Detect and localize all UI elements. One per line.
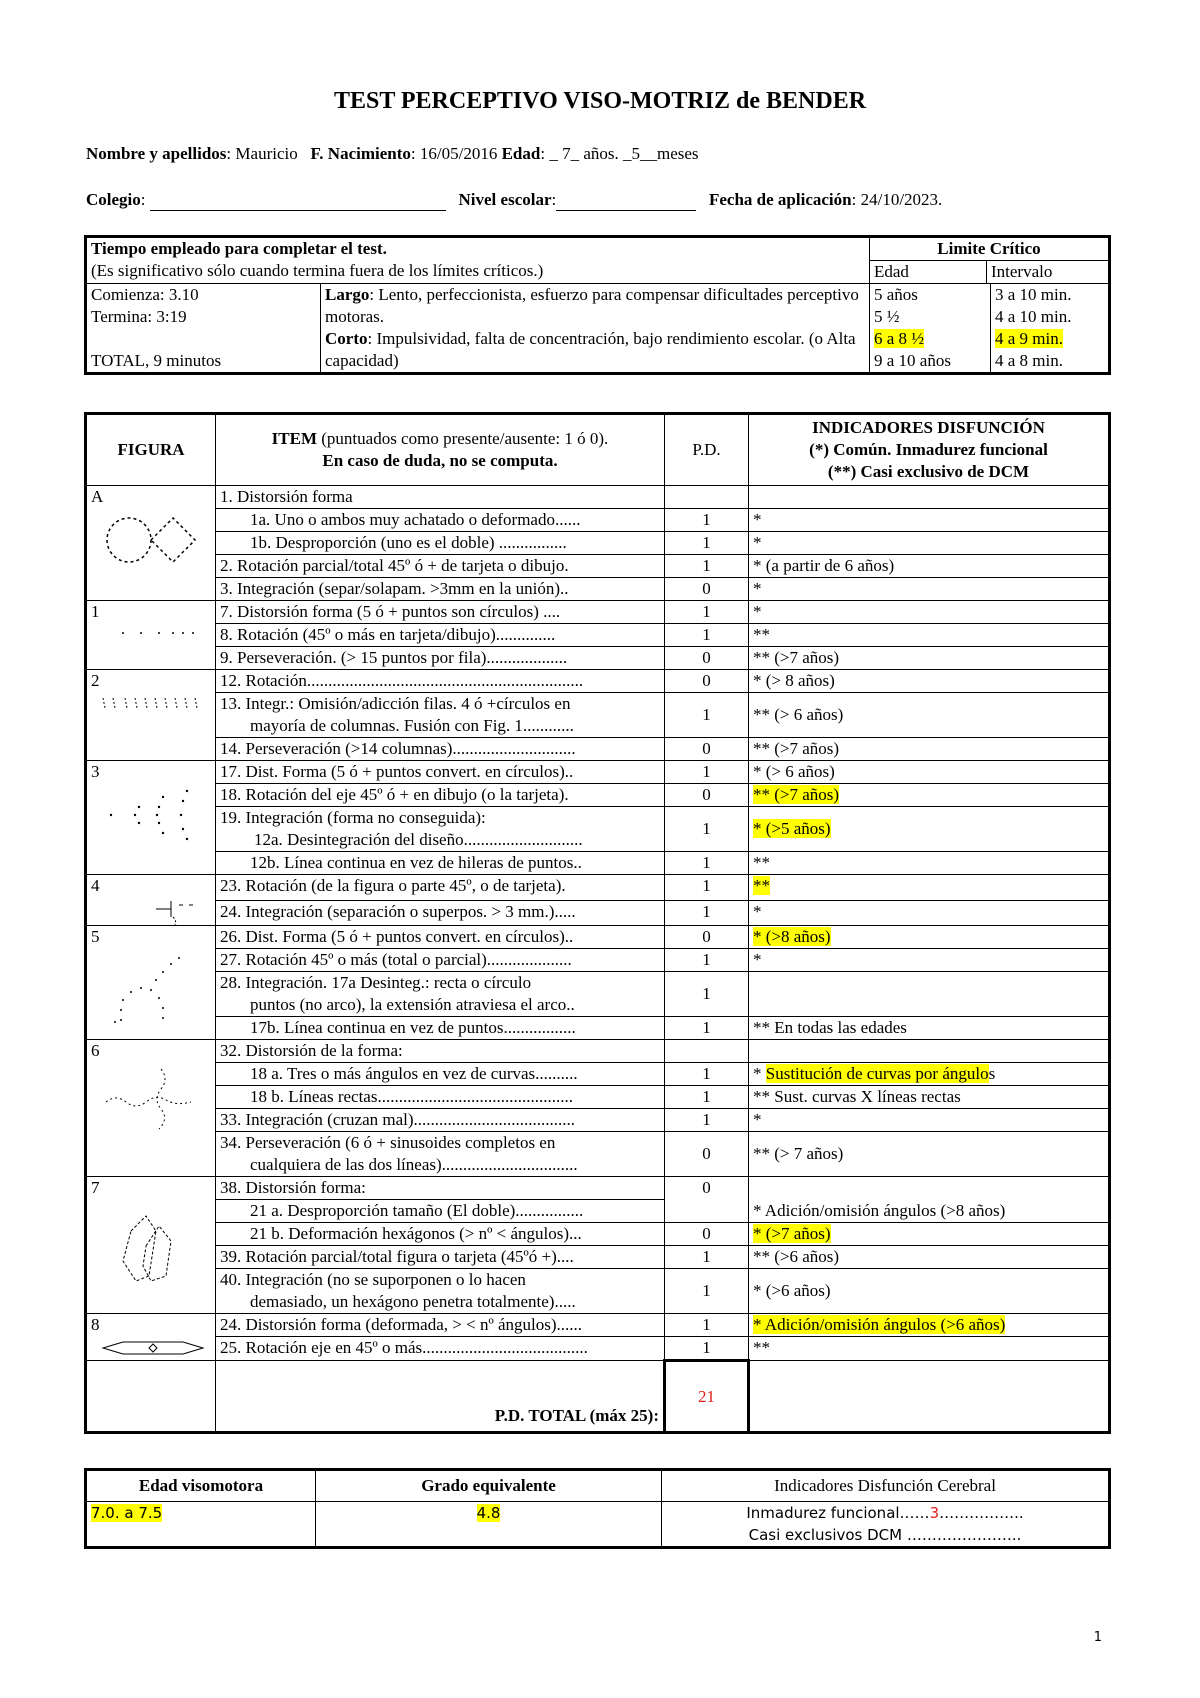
item-row: 24. Integración (separación o superpos. > 3 mm.)..... bbox=[216, 900, 665, 926]
figure-4-cell bbox=[86, 875, 216, 926]
item-row: 21 a. Desproporción tamaño (El doble)................ bbox=[216, 1200, 665, 1223]
col-indicators-header bbox=[749, 414, 1110, 486]
indicator-cell: ** bbox=[749, 852, 1110, 875]
item-row bbox=[216, 693, 665, 738]
item-row: 18. Rotación del eje 45º ó + en dibujo (o la tarjeta). bbox=[216, 784, 665, 807]
indicator-cell bbox=[749, 1063, 1110, 1086]
indicator-cell bbox=[749, 1040, 1110, 1063]
dcm-line: Casi exclusivos DCM ………………….. bbox=[748, 1526, 1022, 1544]
item-line: 34. Perseveración (6 ó + sinusoides completos en bbox=[220, 1133, 556, 1152]
pd-cell: 1 bbox=[665, 1109, 749, 1132]
indicator-highlight: * (>7 años) bbox=[753, 1224, 831, 1243]
pd-cell bbox=[665, 1040, 749, 1063]
indicator-highlight: * Adición/omisión ángulos (>6 años) bbox=[753, 1315, 1006, 1334]
pd-cell: 0 bbox=[665, 670, 749, 693]
pd-cell: 1 bbox=[665, 624, 749, 647]
figure-label: 5 bbox=[91, 927, 100, 946]
pd-cell: 1 bbox=[665, 875, 749, 901]
figure-4-drawing bbox=[101, 899, 201, 925]
indicator-cell: ** (> 7 años) bbox=[749, 1132, 1110, 1177]
indicator-highlight: * (>8 años) bbox=[753, 927, 831, 946]
figure-6-cell bbox=[86, 1040, 216, 1177]
figure-6-drawing bbox=[101, 1064, 201, 1134]
figure-2-drawing bbox=[101, 694, 206, 712]
age-label: Edad bbox=[501, 144, 541, 163]
birth-value: 16/05/2016 bbox=[419, 144, 498, 163]
total-label: P.D. TOTAL (máx 25) bbox=[494, 1406, 654, 1425]
limit-col-interval: Intervalo bbox=[991, 262, 1053, 281]
item-line: mayoría de columnas. Fusión con Fig. 1............ bbox=[250, 716, 574, 735]
indicator-cell bbox=[749, 1223, 1110, 1246]
name-value: Mauricio bbox=[235, 144, 298, 163]
item-row: 33. Integración (cruzan mal)...................................... bbox=[216, 1109, 665, 1132]
indicator-cell: ** (>7 años) bbox=[749, 647, 1110, 670]
indicator-cell bbox=[749, 784, 1110, 807]
immaturity-line bbox=[666, 1502, 1104, 1524]
figure-label: A bbox=[91, 487, 104, 506]
long-text: : Lento, perfeccionista, esfuerzo para compensar dificultades perceptivo motoras. bbox=[325, 285, 859, 326]
item-row: 23. Rotación (de la figura o parte 45º, o de tarjeta). bbox=[216, 875, 665, 901]
col-ind-title: INDICADORES DISFUNCIÓN bbox=[812, 418, 1045, 437]
indicator-cell: * bbox=[749, 949, 1110, 972]
pd-cell: 1 bbox=[665, 1337, 749, 1361]
pd-cell: 1 bbox=[665, 852, 749, 875]
pd-cell: 0 bbox=[665, 784, 749, 807]
pd-cell: 1 bbox=[665, 1314, 749, 1337]
cerebral-indicators-cell bbox=[662, 1502, 1110, 1548]
figure-2-cell bbox=[86, 670, 216, 761]
figure-label: 8 bbox=[91, 1315, 100, 1334]
figure-label: 1 bbox=[91, 602, 100, 621]
level-label: Nivel escolar bbox=[458, 190, 552, 209]
pd-cell: 1 bbox=[665, 761, 749, 784]
item-row: 18 a. Tres o más ángulos en vez de curvas.......... bbox=[216, 1063, 665, 1086]
equivalent-grade-cell bbox=[316, 1502, 662, 1548]
figure-label: 3 bbox=[91, 762, 100, 781]
item-row bbox=[216, 1269, 665, 1314]
pd-cell: 1 bbox=[665, 509, 749, 532]
date-value: 24/10/2023. bbox=[860, 190, 943, 209]
item-row: 38. Distorsión forma: bbox=[216, 1177, 665, 1200]
figure-1-cell bbox=[86, 601, 216, 670]
pd-cell: 1 bbox=[665, 1246, 749, 1269]
student-info-line: Nombre y apellidos: Mauricio F. Nacimiento: 16/05/2016 Edad: _ 7_ años. _5__meses bbox=[86, 144, 699, 163]
summary-table bbox=[84, 1468, 1111, 1549]
indicator-cell: ** En todas las edades bbox=[749, 1017, 1110, 1040]
figure-7-drawing bbox=[101, 1201, 201, 1291]
indicator-prefix: * bbox=[753, 1064, 766, 1083]
indicator-cell: ** (>6 años) bbox=[749, 1246, 1110, 1269]
figure-1-drawing bbox=[101, 625, 201, 641]
item-row: 9. Perseveración. (> 15 puntos por fila)................... bbox=[216, 647, 665, 670]
pd-cell: 1 bbox=[665, 601, 749, 624]
figure-label: 4 bbox=[91, 876, 100, 895]
indicator-cell: * bbox=[749, 532, 1110, 555]
item-line: 19. Integración (forma no conseguida): bbox=[220, 808, 486, 827]
item-line: demasiado, un hexágono penetra totalmente)..... bbox=[250, 1292, 576, 1311]
item-row: 21 b. Deformación hexágonos (> nº < ángulos)... bbox=[216, 1223, 665, 1246]
figure-7-cell bbox=[86, 1177, 216, 1314]
time-table bbox=[84, 235, 1111, 375]
pd-cell: 0 bbox=[665, 1132, 749, 1177]
item-row bbox=[216, 807, 665, 852]
item-row: 12b. Línea continua en vez de hileras de puntos.. bbox=[216, 852, 665, 875]
pd-cell: 1 bbox=[665, 1063, 749, 1086]
col-visomotor-age: Edad visomotora bbox=[86, 1470, 316, 1502]
pd-cell: 1 bbox=[665, 532, 749, 555]
time-description-cell bbox=[321, 284, 870, 374]
indicator-cell bbox=[749, 875, 1110, 901]
col-ind-dcm: (**) Casi exclusivo de DCM bbox=[827, 462, 1030, 481]
indicator-highlight: * (>5 años) bbox=[753, 819, 831, 838]
indicator-cell: * bbox=[749, 509, 1110, 532]
time-title-cell bbox=[86, 237, 870, 284]
col-pd-header: P.D. bbox=[665, 414, 749, 486]
indicator-highlight: ** (>7 años) bbox=[753, 785, 840, 804]
item-line: 13. Integr.: Omisión/adicción filas. 4 ó +círculos en bbox=[220, 694, 571, 713]
immaturity-label: Inmadurez funcional…… bbox=[746, 1504, 930, 1522]
indicator-cell bbox=[749, 1177, 1110, 1200]
indicator-cell: * bbox=[749, 900, 1110, 926]
pd-cell: 1 bbox=[665, 555, 749, 578]
short-description bbox=[325, 328, 865, 372]
item-row: 1a. Uno o ambos muy achatado o deformado...... bbox=[216, 509, 665, 532]
col-item-note: (puntuados como presente/ausente: 1 ó 0). bbox=[317, 429, 609, 448]
pd-cell: 1 bbox=[665, 900, 749, 926]
item-line: cualquiera de las dos líneas)................................ bbox=[250, 1155, 578, 1174]
item-line: 40. Integración (no se suporponen o lo hacen bbox=[220, 1270, 526, 1289]
pd-cell bbox=[665, 486, 749, 509]
limit-ages-cell bbox=[870, 284, 991, 374]
total-label-cell: P.D. TOTAL (máx 25): bbox=[216, 1361, 665, 1433]
pd-cell: 0 bbox=[665, 578, 749, 601]
col-figure-header: FIGURA bbox=[86, 414, 216, 486]
limit-header-cell bbox=[870, 237, 1110, 284]
immaturity-count: 3 bbox=[929, 1504, 940, 1522]
indicator-cell bbox=[749, 486, 1110, 509]
figure-3-drawing bbox=[101, 785, 201, 845]
limit-col-age: Edad bbox=[870, 261, 987, 283]
figure-label: 6 bbox=[91, 1041, 100, 1060]
figure-8-cell bbox=[86, 1314, 216, 1361]
figure-3-cell bbox=[86, 761, 216, 875]
birth-label: F. Nacimiento bbox=[310, 144, 411, 163]
pd-cell: 1 bbox=[665, 1269, 749, 1314]
main-scoring-table bbox=[84, 412, 1111, 1434]
indicator-cell: * Adición/omisión ángulos (>8 años) bbox=[749, 1200, 1110, 1223]
pd-cell: 0 bbox=[665, 738, 749, 761]
indicator-highlight: ** bbox=[753, 876, 770, 895]
total-value-cell bbox=[665, 1361, 749, 1433]
page-title: TEST PERCEPTIVO VISO-MOTRIZ de BENDER bbox=[333, 88, 867, 114]
item-row: 1b. Desproporción (uno es el doble) ................ bbox=[216, 532, 665, 555]
item-row: 25. Rotación eje en 45º o más....................................... bbox=[216, 1337, 665, 1361]
visomotor-age-cell bbox=[86, 1502, 316, 1548]
pd-cell: 1 bbox=[665, 693, 749, 738]
col-ind-common: (*) Común. Inmadurez funcional bbox=[809, 440, 1048, 459]
limit-title: Limite Crítico bbox=[870, 238, 1108, 261]
limit-age: 5 ½ bbox=[874, 307, 900, 326]
item-row: 3. Integración (separ/solapam. >3mm en la unión).. bbox=[216, 578, 665, 601]
indicator-cell bbox=[749, 807, 1110, 852]
limit-intervals-cell bbox=[991, 284, 1110, 374]
pd-cell: 1 bbox=[665, 1017, 749, 1040]
pd-cell: 0 bbox=[665, 1223, 749, 1246]
item-row: 32. Distorsión de la forma: bbox=[216, 1040, 665, 1063]
col-cerebral-indicators: Indicadores Disfunción Cerebral bbox=[662, 1470, 1110, 1502]
figure-label: 2 bbox=[91, 671, 100, 690]
time-end: Termina: 3:19 bbox=[91, 307, 187, 326]
item-row: 17b. Línea continua en vez de puntos................. bbox=[216, 1017, 665, 1040]
limit-interval: 4 a 9 min. bbox=[995, 329, 1063, 348]
indicator-cell: ** bbox=[749, 1337, 1110, 1361]
indicator-cell: ** (>7 años) bbox=[749, 738, 1110, 761]
item-row bbox=[216, 972, 665, 1017]
time-total: TOTAL, 9 minutos bbox=[91, 351, 222, 370]
indicator-cell: * bbox=[749, 578, 1110, 601]
school-label: Colegio bbox=[86, 190, 141, 209]
short-text: : Impulsividad, falta de concentración, bajo rendimiento escolar. (o Alta capacidad) bbox=[325, 329, 856, 370]
long-description bbox=[325, 284, 865, 328]
indicator-cell bbox=[749, 926, 1110, 949]
indicator-cell: ** (> 6 años) bbox=[749, 693, 1110, 738]
date-label: Fecha de aplicación bbox=[709, 190, 852, 209]
item-row: 14. Perseveración (>14 columnas)............................. bbox=[216, 738, 665, 761]
indicator-cell: * (> 8 años) bbox=[749, 670, 1110, 693]
item-row: 12. Rotación................................................................. bbox=[216, 670, 665, 693]
indicator-cell: ** Sust. curvas X líneas rectas bbox=[749, 1086, 1110, 1109]
indicator-suffix: s bbox=[988, 1064, 996, 1083]
item-row: 26. Dist. Forma (5 ó + puntos convert. en círculos).. bbox=[216, 926, 665, 949]
col-equivalent-grade: Grado equivalente bbox=[316, 1470, 662, 1502]
figure-a-drawing bbox=[101, 510, 201, 570]
item-line: 28. Integración. 17a Desinteg.: recta o círculo bbox=[220, 973, 532, 992]
indicator-cell: * (a partir de 6 años) bbox=[749, 555, 1110, 578]
item-row: 2. Rotación parcial/total 45º ó + de tarjeta o dibujo. bbox=[216, 555, 665, 578]
time-note: (Es significativo sólo cuando termina fuera de los límites críticos.) bbox=[91, 261, 544, 280]
indicator-highlight: Sustitución de curvas por ángulo bbox=[765, 1064, 989, 1083]
equivalent-grade-value: 4.8 bbox=[476, 1504, 501, 1522]
immaturity-dots: …………….. bbox=[939, 1504, 1024, 1522]
long-label: Largo bbox=[325, 285, 370, 304]
limit-age: 6 a 8 ½ bbox=[874, 329, 925, 348]
indicator-cell bbox=[749, 1314, 1110, 1337]
col-item-header bbox=[216, 414, 665, 486]
pd-cell: 0 bbox=[665, 1177, 749, 1223]
total-empty-cell bbox=[749, 1361, 1110, 1433]
limit-interval: 4 a 8 min. bbox=[995, 351, 1063, 370]
indicator-cell: * bbox=[749, 1109, 1110, 1132]
indicator-cell: ** bbox=[749, 624, 1110, 647]
item-row: 17. Dist. Forma (5 ó + puntos convert. en círculos).. bbox=[216, 761, 665, 784]
item-row: 27. Rotación 45º o más (total o parcial).................... bbox=[216, 949, 665, 972]
pd-cell: 0 bbox=[665, 647, 749, 670]
indicator-cell: * bbox=[749, 601, 1110, 624]
limit-interval: 3 a 10 min. bbox=[995, 285, 1072, 304]
figure-8-drawing bbox=[101, 1338, 206, 1358]
item-row: 39. Rotación parcial/total figura o tarjeta (45ºó +).... bbox=[216, 1246, 665, 1269]
figure-5-cell bbox=[86, 926, 216, 1040]
level-blank bbox=[556, 190, 696, 211]
pd-cell: 1 bbox=[665, 807, 749, 852]
indicator-cell: * (>6 años) bbox=[749, 1269, 1110, 1314]
item-row: 8. Rotación (45º o más en tarjeta/dibujo).............. bbox=[216, 624, 665, 647]
page-number: 1 bbox=[1093, 1630, 1102, 1645]
age-value: _ 7_ años. _5__meses bbox=[549, 144, 699, 163]
total-empty-cell bbox=[86, 1361, 216, 1433]
name-label: Nombre y apellidos bbox=[86, 144, 227, 163]
item-row: 1. Distorsión forma bbox=[216, 486, 665, 509]
pd-cell: 1 bbox=[665, 972, 749, 1017]
col-item-doubt: En caso de duda, no se computa. bbox=[322, 451, 558, 470]
item-row: 18 b. Líneas rectas.............................................. bbox=[216, 1086, 665, 1109]
limit-interval: 4 a 10 min. bbox=[995, 307, 1072, 326]
figure-a-cell bbox=[86, 486, 216, 601]
figure-5-drawing bbox=[101, 950, 201, 1030]
pd-cell: 1 bbox=[665, 1086, 749, 1109]
total-value: 21 bbox=[698, 1386, 715, 1406]
time-title: Tiempo empleado para completar el test. bbox=[91, 239, 387, 258]
item-line: 12a. Desintegración del diseño............................ bbox=[254, 830, 583, 849]
time-start: Comienza: 3.10 bbox=[91, 285, 199, 304]
indicator-cell: * (> 6 años) bbox=[749, 761, 1110, 784]
school-blank bbox=[150, 190, 446, 211]
limit-age: 9 a 10 años bbox=[874, 351, 951, 370]
time-values-cell bbox=[86, 284, 321, 374]
pd-cell: 1 bbox=[665, 949, 749, 972]
item-row: 7. Distorsión forma (5 ó + puntos son círculos) .... bbox=[216, 601, 665, 624]
indicator-cell bbox=[749, 972, 1110, 1017]
figure-label: 7 bbox=[91, 1178, 100, 1197]
visomotor-age-value: 7.0. a 7.5 bbox=[91, 1504, 163, 1522]
item-row: 24. Distorsión forma (deformada, > < nº ángulos)...... bbox=[216, 1314, 665, 1337]
limit-age: 5 años bbox=[874, 285, 918, 304]
item-line: puntos (no arco), la extensión atraviesa el arco.. bbox=[250, 995, 575, 1014]
short-label: Corto bbox=[325, 329, 368, 348]
pd-cell: 0 bbox=[665, 926, 749, 949]
school-info-line: Colegio: Nivel escolar: Fecha de aplicación: 24/10/2023. bbox=[86, 190, 943, 209]
item-row bbox=[216, 1132, 665, 1177]
col-item-bold: ITEM bbox=[271, 429, 318, 448]
